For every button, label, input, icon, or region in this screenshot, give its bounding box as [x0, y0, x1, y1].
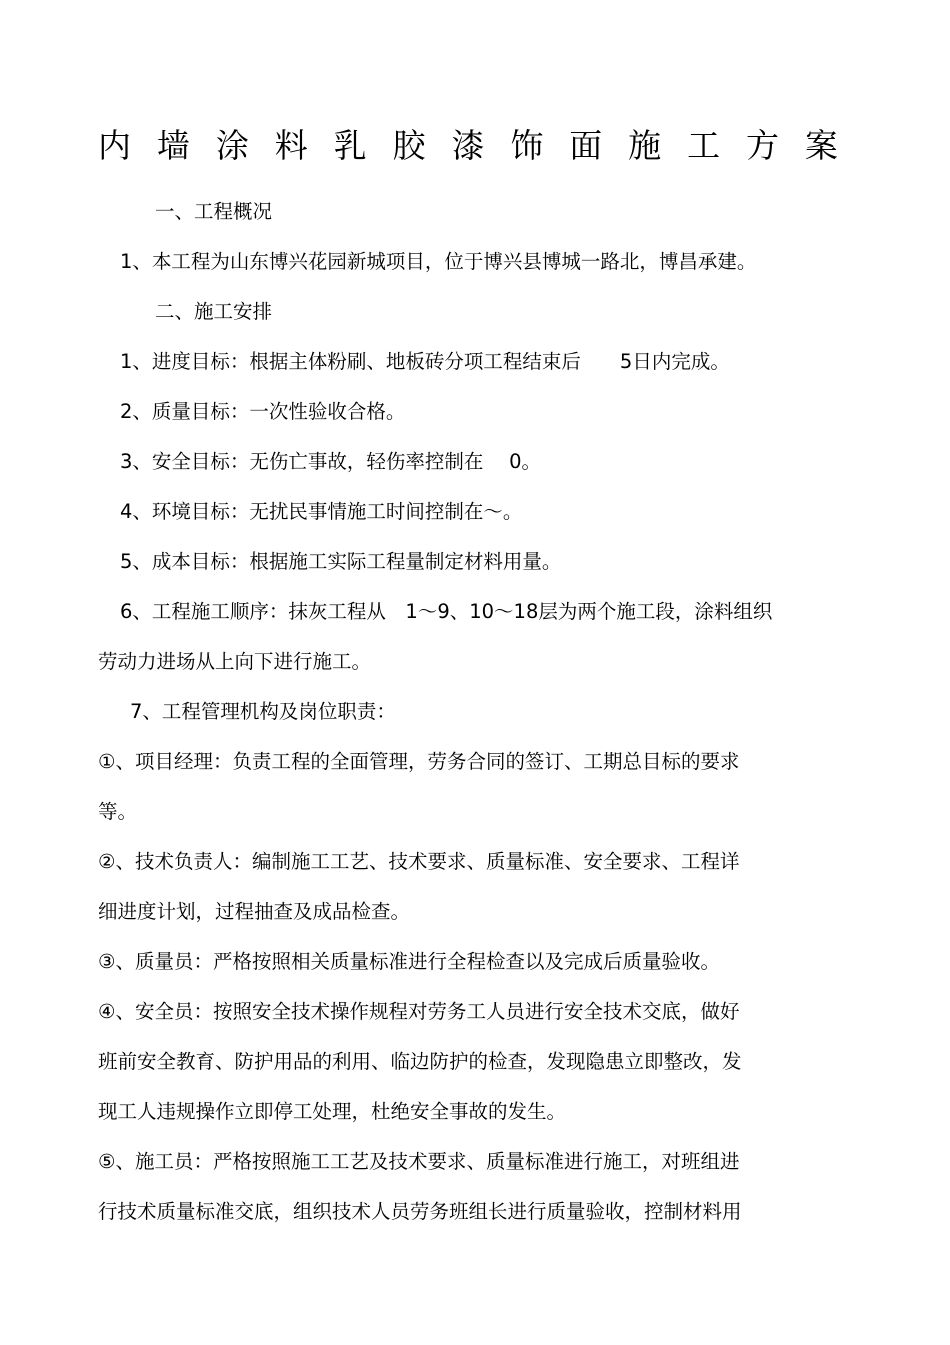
- title-char: 涂: [215, 126, 249, 165]
- paragraph-line: ⑤、施工员：严格按照施工工艺及技术要求、质量标准进行施工，对班组进: [98, 1150, 740, 1173]
- paragraph-line: ①、项目经理：负责工程的全面管理，劳务合同的签订、工期总目标的要求: [98, 750, 740, 773]
- paragraph-line: 4、环境目标：无扰民事情施工时间控制在～。: [120, 500, 523, 523]
- paragraph-line: 2、质量目标：一次性验收合格。: [120, 400, 406, 423]
- paragraph-line: 现工人违规操作立即停工处理，杜绝安全事故的发生。: [98, 1100, 567, 1123]
- paragraph-line: 劳动力进场从上向下进行施工。: [98, 650, 372, 673]
- title-char: 墙: [156, 126, 190, 165]
- paragraph-line: 5、成本目标：根据施工实际工程量制定材料用量。: [120, 550, 562, 573]
- title-char: 施: [628, 126, 662, 165]
- title-char: 内: [98, 126, 131, 165]
- paragraph-line: 行技术质量标准交底，组织技术人员劳务班组长进行质量验收，控制材料用: [98, 1200, 742, 1223]
- paragraph-line: 6、工程施工顺序：抹灰工程从 1～9、10～18层为两个施工段，涂料组织: [120, 600, 773, 623]
- paragraph-line: 1、进度目标：根据主体粉刷、地板砖分项工程结束后 5日内完成。: [120, 350, 730, 373]
- paragraph-line: 3、安全目标：无伤亡事故，轻伤率控制在 0。: [120, 450, 542, 473]
- paragraph-line: ②、技术负责人：编制施工工艺、技术要求、质量标准、安全要求、工程详: [98, 850, 740, 873]
- paragraph-line: 班前安全教育、防护用品的利用、临边防护的检查，发现隐患立即整改，发: [98, 1050, 742, 1073]
- title-char: 料: [274, 126, 308, 165]
- paragraph-line: ④、安全员：按照安全技术操作规程对劳务工人员进行安全技术交底，做好: [98, 1000, 740, 1023]
- paragraph-line: ③、质量员：严格按照相关质量标准进行全程检查以及完成后质量验收。: [98, 950, 720, 973]
- title-char: 案: [804, 126, 838, 165]
- title-char: 漆: [451, 126, 485, 165]
- paragraph-line: 1、本工程为山东博兴花园新城项目，位于博兴县博城一路北，博昌承建。: [120, 250, 757, 273]
- title-char: 乳: [333, 126, 367, 165]
- paragraph-line: 7、工程管理机构及岗位职责：: [130, 700, 396, 723]
- title-char: 方: [745, 126, 779, 165]
- section-heading: 一、工程概况: [155, 200, 273, 223]
- title-char: 饰: [510, 126, 544, 165]
- title-char: 工: [687, 126, 721, 165]
- document-title: [98, 124, 838, 168]
- paragraph-line: 等。: [98, 800, 138, 823]
- title-char: 面: [569, 126, 603, 165]
- section-heading: 二、施工安排: [155, 300, 273, 323]
- title-char: 胶: [392, 126, 426, 165]
- paragraph-line: 细进度计划，过程抽查及成品检查。: [98, 900, 411, 923]
